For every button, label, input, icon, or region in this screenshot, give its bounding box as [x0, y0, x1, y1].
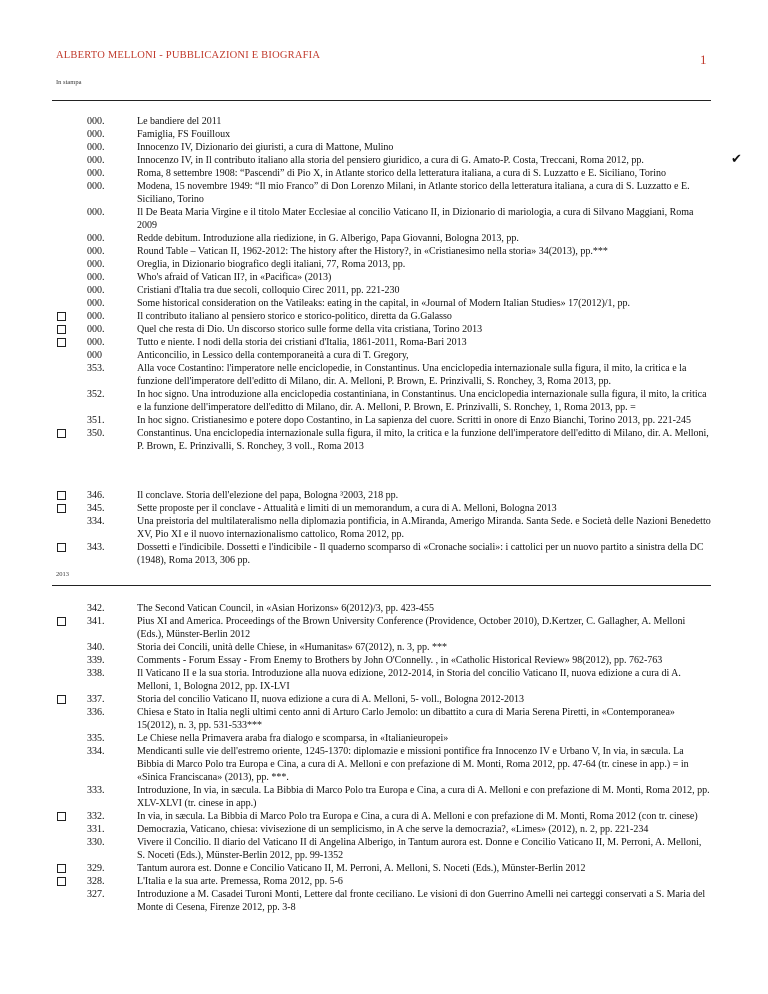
list-item	[0, 232, 768, 245]
entry-number: 000.	[87, 324, 105, 335]
list-item	[0, 245, 768, 258]
checkbox[interactable]	[57, 325, 66, 334]
checkbox[interactable]	[57, 877, 66, 886]
entry-number: 000.	[87, 311, 105, 322]
list-item	[0, 641, 768, 654]
header-title: ALBERTO MELLONI - PUBBLICAZIONI E BIOGRAFIA	[56, 50, 321, 61]
list-item	[0, 602, 768, 615]
entry-number: 337.	[87, 694, 105, 705]
entry-text: Storia dei Concili, unità delle Chiese, in «Humanitas» 67(2012), n. 3, pp. ***	[137, 642, 447, 653]
entry-text: Introduzione a M. Casadei Turoni Monti, Lettere dal fronte ceciliano. Le visioni di don Guerrino Amelli nei carteggi conservati a S. Maria del Monte di Cesena, Firenze 2012, pp. 3-8	[137, 889, 706, 913]
entry-text: Le bandiere del 2011	[137, 116, 222, 127]
checkbox[interactable]	[57, 864, 66, 873]
list-item	[0, 336, 768, 349]
entry-number: 338.	[87, 668, 105, 679]
list-item	[0, 206, 768, 232]
entry-number: 332.	[87, 811, 105, 822]
entry-number: 334.	[87, 516, 105, 527]
section-label-in-stampa: In stampa	[56, 79, 82, 86]
list-item	[0, 706, 768, 732]
entry-number: 000.	[87, 168, 105, 179]
checkbox[interactable]	[57, 491, 66, 500]
entry-number: 343.	[87, 542, 105, 553]
entry-number: 000.	[87, 181, 105, 192]
entry-text: Storia del concilio Vaticano II, nuova edizione a cura di A. Melloni, 5- voll., Bologna 2012-2013	[137, 694, 524, 705]
entry-text: Tantum aurora est. Donne e Concilio Vaticano II, M. Perroni, A. Melloni, S. Noceti (Eds.), Münster-Berlin 2012	[137, 863, 586, 874]
entry-text: Famiglia, FS Fouilloux	[137, 129, 231, 140]
list-item	[0, 362, 768, 388]
list-item	[0, 349, 768, 362]
list-item	[0, 258, 768, 271]
entry-number: 000.	[87, 259, 105, 270]
entry-text: In hoc signo. Cristianesimo e potere dopo Costantino, in La sapienza del cuore. Scritti in onore di Enzo Bianchi, Torino 2013, pp. 221-245	[137, 415, 692, 426]
entry-text: Dossetti e l'indicibile. Dossetti e l'indicibile - Il quaderno scomparso di «Cronache sociali»: i cattolici per un nuovo partito a sinistra della DC (1948), Roma 2013, 306 pp.	[137, 542, 704, 566]
list-item	[0, 862, 768, 875]
list-item	[0, 502, 768, 515]
list-item	[0, 693, 768, 706]
entry-number: 336.	[87, 707, 105, 718]
entry-number: 352.	[87, 389, 105, 400]
section-divider-2013	[52, 585, 711, 586]
list-item	[0, 667, 768, 693]
entry-text: Quel che resta di Dio. Un discorso storico sulle forme della vita cristiana, Torino 2013	[137, 324, 483, 335]
entry-text: Pius XI and America. Proceedings of the Brown University Conference (Providence, October 2010), D.Kertzer, C. Gallagher, A. Melloni (Eds.), Münster-Berlin 2012	[137, 616, 686, 640]
entry-text: The Second Vatican Council, in «Asian Horizons» 6(2012)/3, pp. 423-455	[137, 603, 434, 614]
entry-text: Vivere il Concilio. Il diario del Vaticano II di Angelina Alberigo, in Tantum aurora est. Donne e Concilio Vaticano II, M. Perroni, A. Melloni, S. Noceti (Eds.), Münster-Berlin 2012, pp. 99-1352	[137, 837, 702, 861]
list-item	[0, 180, 768, 206]
entry-text: Comments - Forum Essay - From Enemy to Brothers by John O'Connelly. , in «Catholic Historical Review» 98(2012), pp. 762-763	[137, 655, 663, 666]
entry-number: 342.	[87, 603, 105, 614]
entry-text: Il contributo italiano al pensiero storico e storico-politico, diretta da G.Galasso	[137, 311, 452, 322]
list-item	[0, 284, 768, 297]
entry-number: 353.	[87, 363, 105, 374]
entry-text: Introduzione, In via, in sæcula. La Bibbia di Marco Polo tra Europa e Cina, a cura di A. Melloni e con prefazione di M. Monti, Roma 2012, pp. XLV-XLVI (tr. cinese in app.)	[137, 785, 710, 809]
entry-text: Una preistoria del multilateralismo nella diplomazia pontificia, in A.Miranda, Amerigo Miranda. Santa Sede. e Società delle Nazioni Benedetto XV, Pio XI e il nuovo internazionalismo cattolico, Roma 2012, pp.	[137, 516, 711, 540]
checkbox[interactable]	[57, 617, 66, 626]
list-item	[0, 745, 768, 784]
list-item	[0, 732, 768, 745]
checkbox[interactable]	[57, 695, 66, 704]
list-item	[0, 310, 768, 323]
entry-text: Democrazia, Vaticano, chiesa: vivisezione di un semplicismo, in A che serve la democrazia?, «Limes» (2012), n. 2, pp. 221-234	[137, 824, 649, 835]
entry-text: Cristiani d'Italia tra due secoli, colloquio Cirec 2011, pp. 221-230	[137, 285, 400, 296]
list-item	[0, 388, 768, 414]
entry-number: 327.	[87, 889, 105, 900]
entry-number: 000.	[87, 129, 105, 140]
list-item	[0, 489, 768, 502]
publication-list-2013	[0, 602, 768, 914]
list-item	[0, 427, 768, 453]
entry-number: 335.	[87, 733, 105, 744]
entry-number: 351.	[87, 415, 105, 426]
entry-number: 341.	[87, 616, 105, 627]
checkbox[interactable]	[57, 812, 66, 821]
header-divider	[52, 100, 711, 101]
list-item	[0, 414, 768, 427]
entry-number: 346.	[87, 490, 105, 501]
list-item	[0, 615, 768, 641]
entry-text: In via, in sæcula. La Bibbia di Marco Polo tra Europa e Cina, a cura di A. Melloni e con prefazione di M. Monti, Roma 2012 (con tr. cinese)	[137, 811, 698, 822]
entry-text: Oreglia, in Dizionario biografico degli italiani, 77, Roma 2013, pp.	[137, 259, 406, 270]
entry-number: 334.	[87, 746, 105, 757]
entry-number: 330.	[87, 837, 105, 848]
entry-text: Chiesa e Stato in Italia negli ultimi cento anni di Arturo Carlo Jemolo: un dibattito a cura di Maria Serena Piretti, in «Contemporanea» 15(2012), n. 3, pp. 531-533***	[137, 707, 675, 731]
entry-number: 339.	[87, 655, 105, 666]
entry-text: Round Table – Vatican II, 1962-2012: The history after the History?, in «Cristianesimo nella storia» 34(2013), pp.***	[137, 246, 608, 257]
checkbox[interactable]	[57, 504, 66, 513]
entry-text: Some historical consideration on the Vatileaks: eating in the capital, in «Journal of Modern Italian Studies» 17(2012)/1, pp.	[137, 298, 631, 309]
list-item	[0, 154, 768, 167]
entry-number: 000.	[87, 285, 105, 296]
entry-text: Il conclave. Storia dell'elezione del papa, Bologna ³2003, 218 pp.	[137, 490, 399, 501]
list-item	[0, 541, 768, 567]
entry-number: 000.	[87, 337, 105, 348]
list-item	[0, 654, 768, 667]
entry-text: Roma, 8 settembre 1908: “Pascendi” di Pio X, in Atlante storico della letteratura italiana, a cura di S. Luzzatto e E. Siciliano, Torino	[137, 168, 666, 179]
entry-text: Mendicanti sulle vie dell'estremo oriente, 1245-1370: diplomazie e missioni pontifice fra Innocenzo IV e Urbano V, In via, in sæcula. La Bibbia di Marco Polo tra Europa e Cina, a cura di A. Melloni e con prefazione di M. Monti, Roma 2012, pp. 47-64 (tr. cinese in app.) = in «Sinica Franciscana» (2013), pp. ***.	[137, 746, 689, 783]
entry-number: 345.	[87, 503, 105, 514]
entry-text: Constantinus. Una enciclopedia internazionale sulla figura, il mito, la critica e la funzione dell'imperatore dell'editto di Milano, dir. A. Melloni, P. Brown, E. Prinzivalli, S. Ronchey, 3 voll., Roma 2013	[137, 428, 709, 452]
entry-number: 350.	[87, 428, 105, 439]
entry-text: Le Chiese nella Primavera araba fra dialogo e scomparsa, in «Italianieuropei»	[137, 733, 449, 744]
list-item	[0, 128, 768, 141]
entry-number: 000.	[87, 298, 105, 309]
entry-number: 000.	[87, 272, 105, 283]
checkbox[interactable]	[57, 429, 66, 438]
entry-text: Modena, 15 novembre 1949: “Il mio Franco” di Don Lorenzo Milani, in Atlante storico della letteratura italiana, a cura di S. Luzzatto e E. Siciliano, Torino	[137, 181, 690, 205]
entry-text: Innocenzo IV, in Il contributo italiano alla storia del pensiero giuridico, a cura di G. Amato-P. Costa, Treccani, Roma 2012, pp.	[137, 155, 644, 166]
entry-text: Innocenzo IV, Dizionario dei giuristi, a cura di Mattone, Mulino	[137, 142, 394, 153]
entry-text: Alla voce Costantino: l'imperatore nelle enciclopedie, in Constantinus. Una enciclopedia internazionale sulla figura, il mito, la critica e la funzione dell'imperatore dell'editto di Milano, dir. A. Melloni, P. Brown, E. Prinzivalli, S. Ronchey, 3, Roma 2013, pp.	[137, 363, 687, 387]
list-item	[0, 115, 768, 128]
list-item	[0, 515, 768, 541]
list-item	[0, 836, 768, 862]
list-item	[0, 297, 768, 310]
entry-text: Il Vaticano II e la sua storia. Introduzione alla nuova edizione, 2012-2014, in Storia del concilio Vaticano II, nuova edizione a cura di A. Melloni, 1, Bologna 2012, pp. IX-LVI	[137, 668, 681, 692]
entry-number: 000	[87, 350, 102, 361]
list-item	[0, 888, 768, 914]
entry-number: 000.	[87, 207, 105, 218]
list-item	[0, 141, 768, 154]
entry-number: 000.	[87, 142, 105, 153]
entry-text: Who's afraid of Vatican II?, in «Pacifica» (2013)	[137, 272, 332, 283]
entry-number: 333.	[87, 785, 105, 796]
checkbox[interactable]	[57, 338, 66, 347]
entry-number: 000.	[87, 155, 105, 166]
entry-text: L'Italia e la sua arte. Premessa, Roma 2012, pp. 5-6	[137, 876, 343, 887]
checkmark-icon: ✔	[731, 152, 742, 167]
entry-text: Redde debitum. Introduzione alla riedizione, in G. Alberigo, Papa Giovanni, Bologna 2013, pp.	[137, 233, 519, 244]
list-item	[0, 823, 768, 836]
entry-text: Il De Beata Maria Virgine e il titolo Mater Ecclesiae al concilio Vaticano II, in Dizionario di mariologia, a cura di Silvano Maggiani, Roma 2009	[137, 207, 694, 231]
list-item	[0, 271, 768, 284]
list-item	[0, 323, 768, 336]
entry-text: Tutto e niente. I nodi della storia dei cristiani d'Italia, 1861-2011, Roma-Bari 2013	[137, 337, 467, 348]
list-item	[0, 810, 768, 823]
entry-text: Anticoncilio, in Lessico della contemporaneità a cura di T. Gregory,	[137, 350, 409, 361]
checkbox[interactable]	[57, 543, 66, 552]
entry-text: In hoc signo. Una introduzione alla enciclopedia costantiniana, in Constantinus. Una enciclopedia internazionale sulla figura, il mito, la critica e la funzione dell'imperatore dell'editto di Milano, dir. A. Melloni, P. Brown, E. Prinzivalli, S. Ronchey, 1, Roma 2013, pp. =	[137, 389, 707, 413]
page-number: 1	[700, 52, 707, 67]
list-item	[0, 167, 768, 180]
entry-number: 331.	[87, 824, 105, 835]
entry-text: Sette proposte per il conclave - Attualità e limiti di un memorandum, a cura di A. Melloni, Bologna 2013	[137, 503, 557, 514]
list-item	[0, 875, 768, 888]
publication-list-conclave	[0, 489, 768, 567]
entry-number: 000.	[87, 116, 105, 127]
entry-number: 000.	[87, 246, 105, 257]
entry-number: 340.	[87, 642, 105, 653]
list-item	[0, 784, 768, 810]
entry-number: 329.	[87, 863, 105, 874]
entry-number: 000.	[87, 233, 105, 244]
entry-number: 328.	[87, 876, 105, 887]
checkbox[interactable]	[57, 312, 66, 321]
section-label-2013: 2013	[56, 571, 69, 578]
publication-list-in-stampa	[0, 115, 768, 453]
